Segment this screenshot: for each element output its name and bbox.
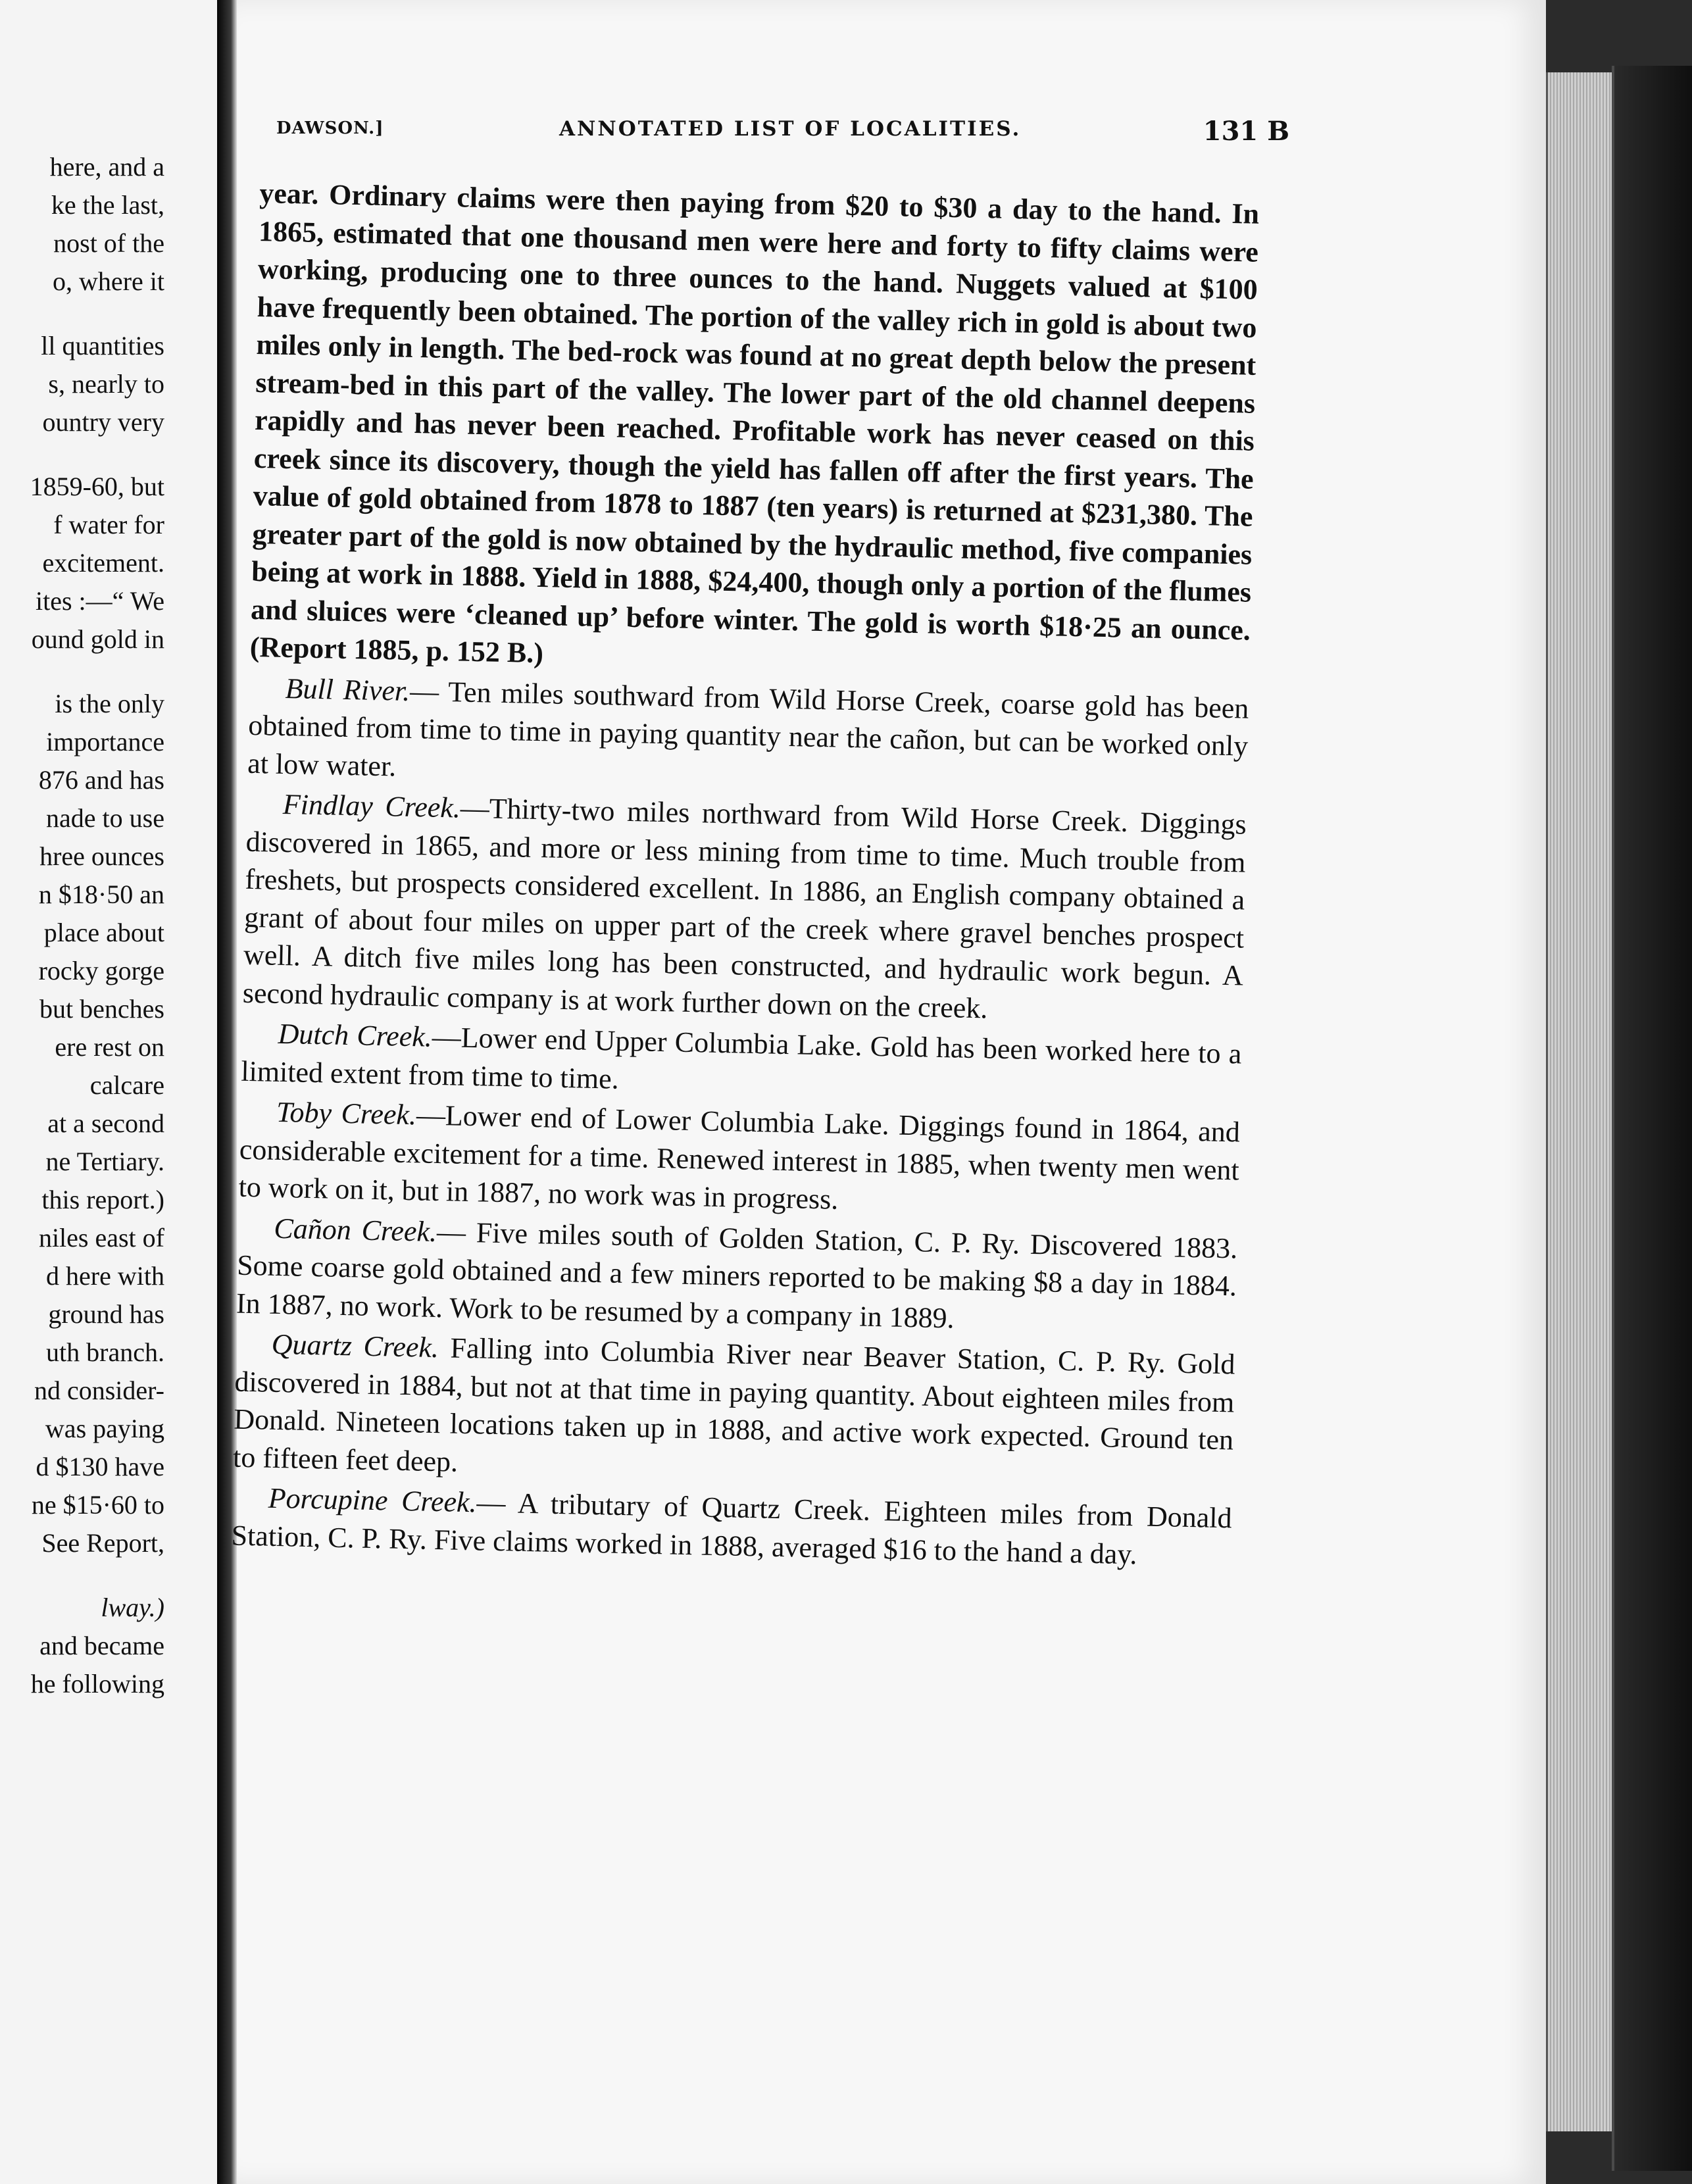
left-page-line: place about bbox=[43, 918, 164, 947]
left-page-line: here, and a bbox=[49, 152, 164, 182]
left-page-line: and became bbox=[39, 1631, 164, 1660]
left-page-text bbox=[0, 148, 164, 1703]
paragraph-text: — Ten miles southward from Wild Horse Creek, coarse gold has been obtained from time to time in paying quantity near the cañon, but can be worked only at low water. bbox=[247, 674, 1249, 783]
page-stack-edge bbox=[1546, 72, 1614, 2131]
paragraph-text: — A tributary of Quartz Creek. Eighteen miles from Donald Station, C. P. Ry. Five claims worked in 1888, averaged $16 to the hand a day. bbox=[231, 1486, 1233, 1570]
paragraph bbox=[238, 1093, 1240, 1227]
left-page-line: See Report, bbox=[41, 1528, 164, 1558]
left-page-line: d here with bbox=[46, 1261, 164, 1291]
page-number: 131 B bbox=[1203, 116, 1289, 147]
left-page-line: ountry very bbox=[42, 407, 164, 437]
left-page-line: ere rest on bbox=[55, 1032, 164, 1062]
left-page-line: ke the last, bbox=[51, 190, 164, 220]
book-cover-edge bbox=[1612, 66, 1692, 2171]
paragraph-text: year. Ordinary claims were then paying from $20 to $30 a day to the hand. In 1865, estimated that one thousand men were here and forty to fifty claims were working, producing one to three ounces to the hand. Nuggets valued at $100 have frequently been obtained. The portion of the valley rich in gold is about two miles only in length. The bed-rock was found at no great depth below the present stream-bed in this part of the valley. The lower part of the old channel deepens rapidly and has never been reached. Profitable work has never ceased on this creek since its discovery, though the yield has fallen off after the first years. The value of gold obtained from 1878 to 1887 (ten years) is returned at $231,380. The greater part of the gold is now obtained by the hydraulic method, five companies being at work in 1888. Yield in 1888, $24,400, though only a portion of the flumes and sluices were ‘cleaned up’ before winter. The gold is worth $18·25 an ounce. (Report 1885, p. 152 B.) bbox=[249, 176, 1260, 670]
locality-name: Toby Creek. bbox=[276, 1095, 417, 1131]
left-page-line: ound gold in bbox=[31, 624, 164, 654]
left-page-line: niles east of bbox=[38, 1223, 164, 1253]
left-page-line: ites :—“ We bbox=[36, 586, 164, 616]
paragraph bbox=[236, 1208, 1237, 1343]
left-page-line: o, where it bbox=[53, 266, 164, 296]
locality-name: Bull River. bbox=[285, 672, 411, 707]
left-page-line: at a second bbox=[47, 1108, 164, 1138]
left-page-line: nade to use bbox=[46, 803, 164, 833]
left-page-line: ne Tertiary. bbox=[45, 1147, 164, 1176]
left-page-line: ne $15·60 to bbox=[31, 1490, 164, 1520]
left-page-line: calcare bbox=[89, 1070, 164, 1100]
paragraph bbox=[233, 1325, 1235, 1497]
locality-name: Findlay Creek. bbox=[282, 787, 461, 824]
left-page-line: 876 and has bbox=[38, 765, 164, 795]
left-page-line: f water for bbox=[53, 510, 164, 539]
left-page-line: 1859-60, but bbox=[30, 472, 164, 501]
left-page-line: but benches bbox=[39, 994, 164, 1024]
left-page-line: rocky gorge bbox=[38, 956, 164, 985]
left-page-line: was paying bbox=[45, 1414, 164, 1443]
left-page-line: hree ounces bbox=[39, 841, 164, 871]
locality-name: Porcupine Creek. bbox=[268, 1481, 478, 1519]
left-page-line: this report.) bbox=[41, 1185, 164, 1214]
left-facing-page bbox=[0, 0, 220, 2184]
paragraph bbox=[242, 785, 1247, 1033]
paragraph bbox=[247, 668, 1249, 803]
left-page-line: is the only bbox=[55, 689, 164, 718]
left-page-line: s, nearly to bbox=[48, 369, 164, 399]
left-page-line: n $18·50 an bbox=[38, 880, 164, 909]
locality-name: Cañon Creek. bbox=[273, 1212, 437, 1248]
paragraph-text: — Five miles south of Golden Station, C. P. Ry. Discovered 1883. Some coarse gold obtained and a few miners reported to be making $8 a day in 1884. In 1887, no work. Work to be resumed by a company in 1889. bbox=[236, 1215, 1238, 1334]
left-page-line: importance bbox=[46, 727, 164, 757]
left-page-line: nost of the bbox=[53, 228, 164, 258]
paragraph-text: —Lower end of Lower Columbia Lake. Diggings found in 1864, and considerable excitement for a time. Renewed interest in 1885, when twenty men went to work on it, but in 1887, no work was in progress. bbox=[238, 1099, 1241, 1216]
locality-name: Dutch Creek. bbox=[278, 1017, 433, 1053]
left-page-line: ll quantities bbox=[41, 331, 164, 360]
left-page-line: ground has bbox=[48, 1299, 164, 1329]
running-head-title: ANNOTATED LIST OF LOCALITIES. bbox=[559, 117, 1022, 141]
book-gutter bbox=[217, 0, 237, 2184]
left-page-line: uth branch. bbox=[46, 1337, 164, 1367]
paragraph-text: —Lower end Upper Columbia Lake. Gold has been worked here to a limited extent from time to time. bbox=[240, 1020, 1242, 1095]
left-page-line: he following bbox=[30, 1669, 164, 1699]
paragraph-text: —Thirty-two miles northward from Wild Horse Creek. Diggings discovered in 1865, and more or less mining from time to time. Much trouble from freshets, but prospects considered excellent. In 1886, an English company obtained a grant of about four miles on upper part of the creek where gravel benches prospect well. A ditch five miles long has been constructed, and hydraulic work begun. A second hydraulic company is at work further down on the creek. bbox=[242, 791, 1247, 1024]
locality-name: Quartz Creek. bbox=[271, 1328, 439, 1364]
left-page-line: excitement. bbox=[42, 548, 164, 578]
left-page-line: lway.) bbox=[101, 1593, 164, 1622]
running-header bbox=[276, 112, 1289, 158]
left-page-line: nd consider- bbox=[34, 1376, 164, 1405]
paragraph-text: Falling into Columbia River near Beaver Station, C. P. Ry. Gold discovered in 1884, but not at that time in paying quantity. About eighteen miles from Donald. Nineteen locations taken up in 1888, and active work expected. Ground ten to fifteen feet deep. bbox=[232, 1331, 1235, 1478]
left-page-line: d $130 have bbox=[36, 1452, 164, 1481]
body-text bbox=[231, 174, 1260, 1575]
paragraph bbox=[249, 174, 1259, 687]
running-head-author: DAWSON.] bbox=[276, 118, 384, 138]
